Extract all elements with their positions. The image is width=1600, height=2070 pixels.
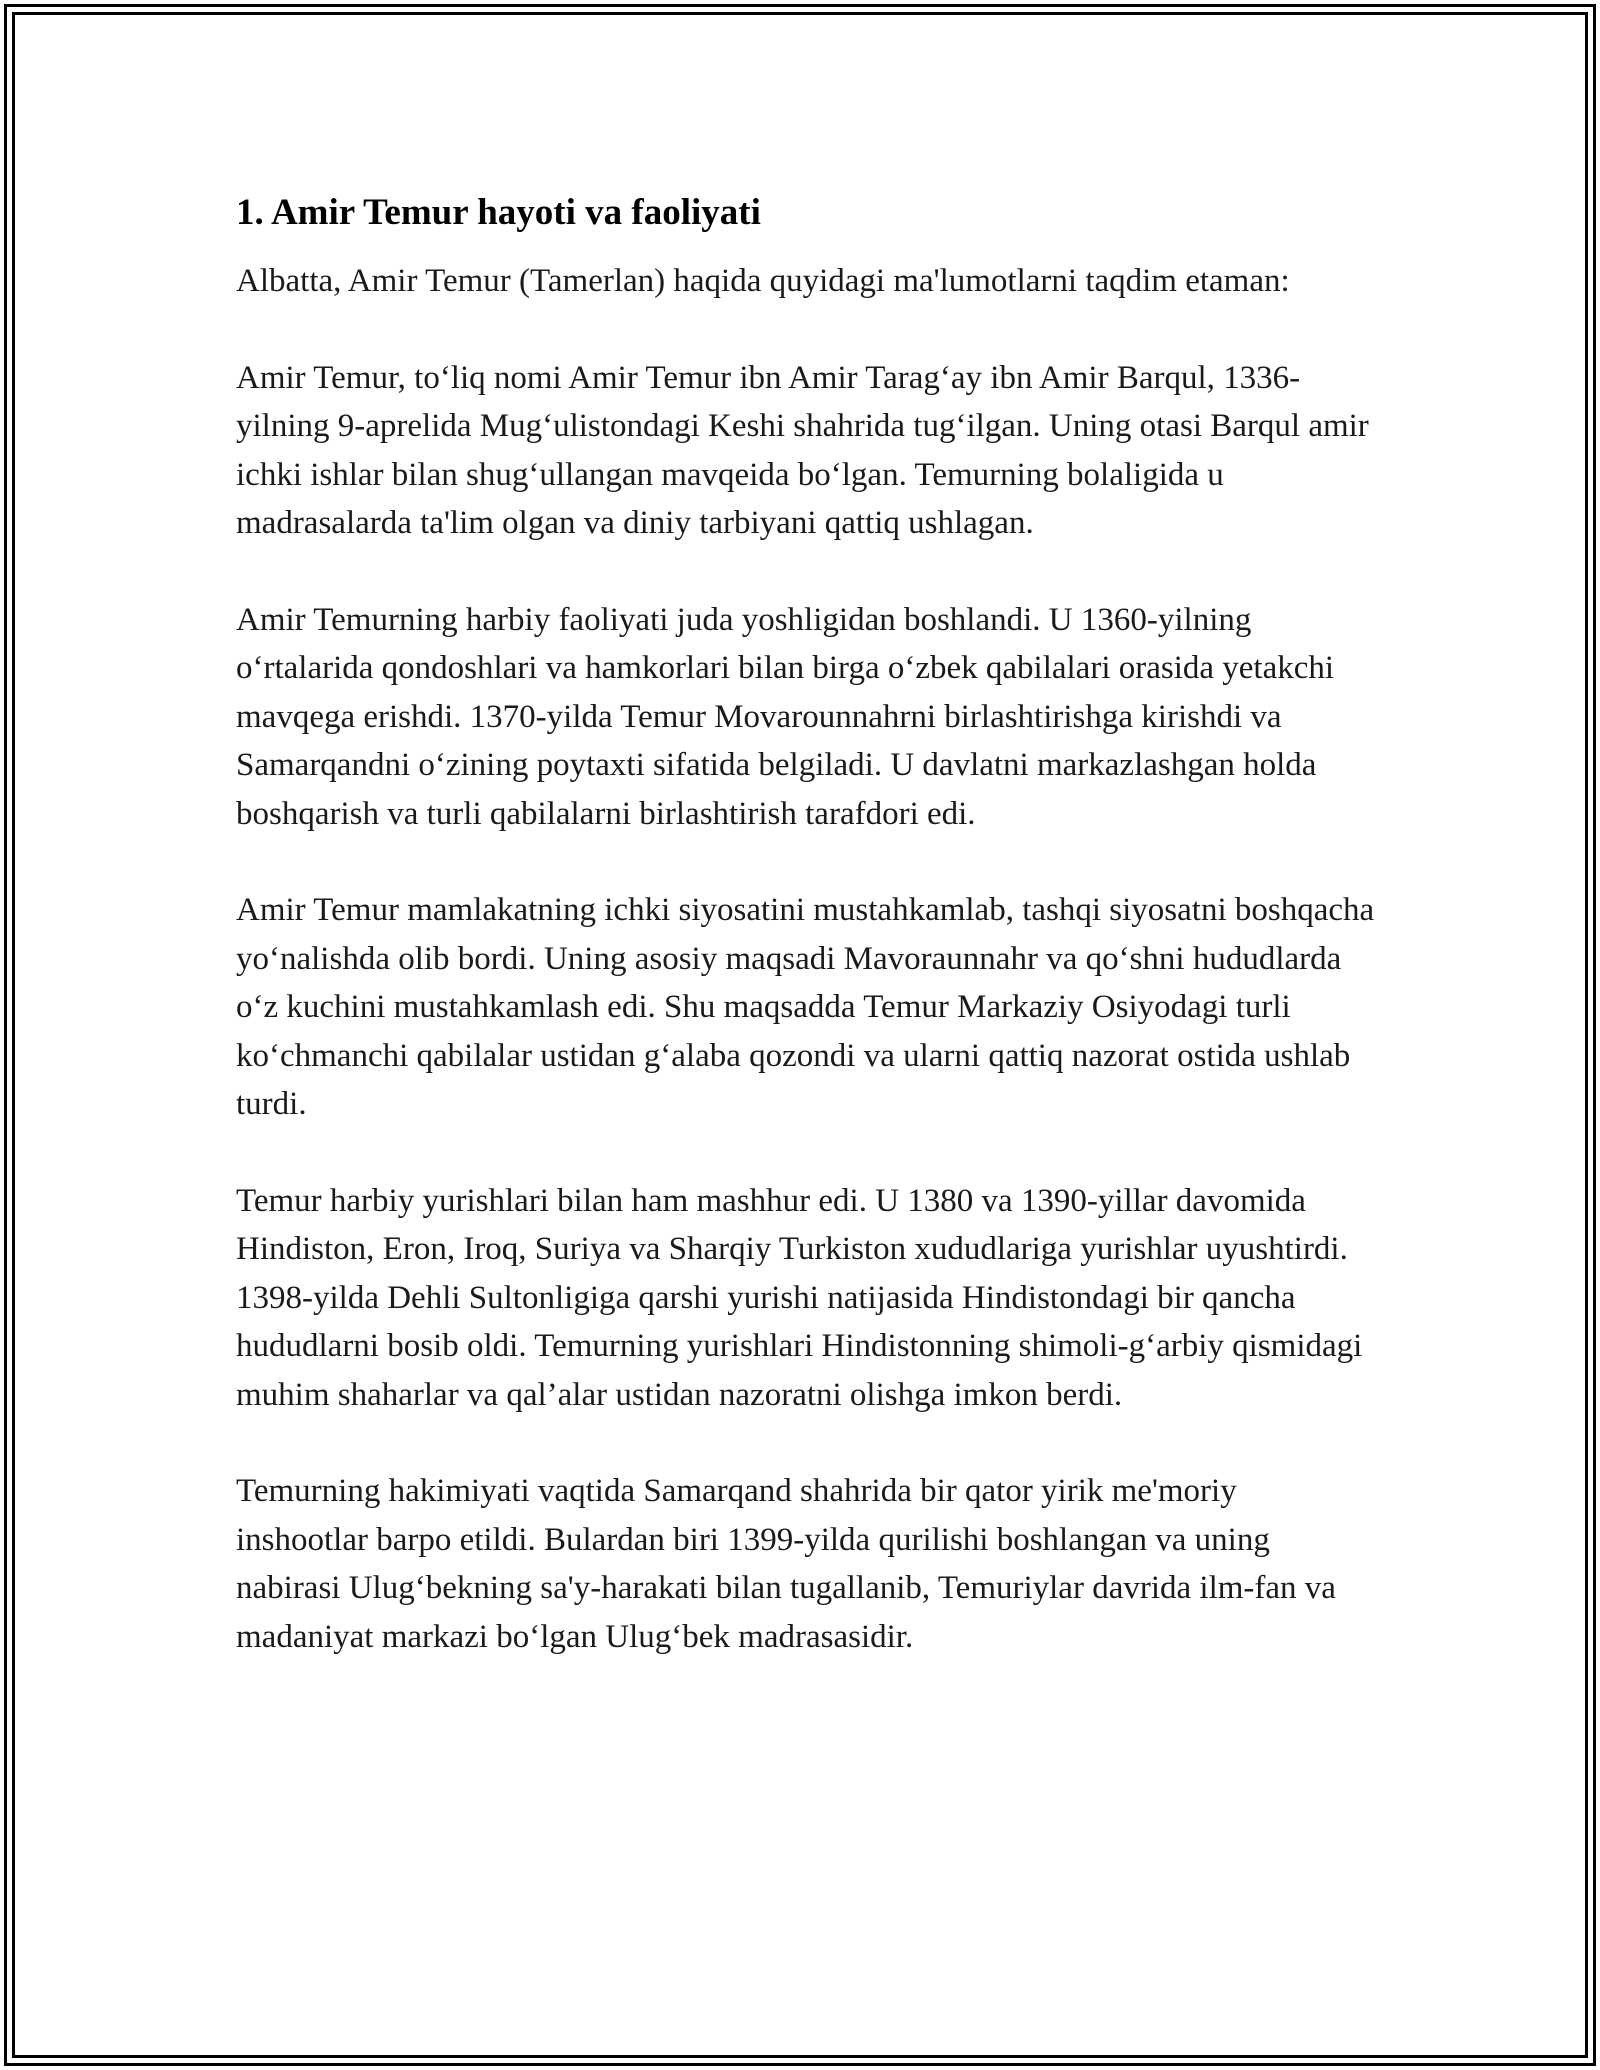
document-title: 1. Amir Temur hayoti va faoliyati — [236, 192, 761, 233]
paragraph-architecture: Temurning hakimiyati vaqtida Samarqand shahrida bir qator yirik me'moriy inshootlar barpo etildi. Bulardan biri 1399-yilda qurilishi boshlangan va uning nabirasi Ulug‘bekning sa'y-harakati bilan tugallanib, Temuriylar davrida ilm-fan va madaniyat markazi bo‘lgan Ulug‘bek madrasasidir. — [236, 1473, 1336, 1655]
paragraph-policy: Amir Temur mamlakatning ichki siyosatini mustahkamlab, tashqi siyosatni boshqacha yo‘nalishda olib bordi. Uning asosiy maqsadi Mavoraunnahr va qo‘shni hududlarda o‘z kuchini mustahkamlash edi. Shu maqsadda Temur Markaziy Osiyodagi turli ko‘chmanchi qabilalar ustidan g‘alaba qozondi va ularni qattiq nazorat ostida ushlab turdi. — [236, 892, 1375, 1122]
paragraph-intro: Albatta, Amir Temur (Tamerlan) haqida quyidagi ma'lumotlarni taqdim etaman: — [236, 263, 1290, 299]
paragraph-military-career: Amir Temurning harbiy faoliyati juda yoshligidan boshlandi. U 1360-yilning o‘rtalarida qondoshlari va hamkorlari bilan birga o‘zbek qabilalari orasida yetakchi mavqega erishdi. 1370-yilda Temur Movarounnahrni birlashtirishga kirishdi va Samarqandni o‘zining poytaxti sifatida belgiladi. U davlatni markazlashgan holda boshqarish va turli qabilalarni birlashtirish tarafdori edi. — [236, 601, 1335, 832]
paragraph-campaigns: Temur harbiy yurishlari bilan ham mashhur edi. U 1380 va 1390-yillar davomida Hindiston, Eron, Iroq, Suriya va Sharqiy Turkiston xududlariga yurishlar uyushtirdi. 1398-yilda Dehli Sultonligiga qarshi yurishi natijasida Hindistondagi bir qancha hududlarni bosib oldi. Temurning yurishlari Hindistonning shimoli-g‘arbiy qismidagi muhim shaharlar va qal’alar ustidan nazoratni olishga imkon berdi. — [236, 1182, 1363, 1413]
paragraph-biography: Amir Temur, to‘liq nomi Amir Temur ibn Amir Tarag‘ay ibn Amir Barqul, 1336-yilning 9-aprelida Mug‘ulistondagi Keshi shahrida tug‘ilgan. Uning otasi Barqul amir ichki ishlar bilan shug‘ullangan mavqeida bo‘lgan. Temurning bolaligida u madrasalarda ta'lim olgan va diniy tarbiyani qattiq ushlagan. — [236, 359, 1369, 541]
document-body — [236, 185, 1376, 1709]
